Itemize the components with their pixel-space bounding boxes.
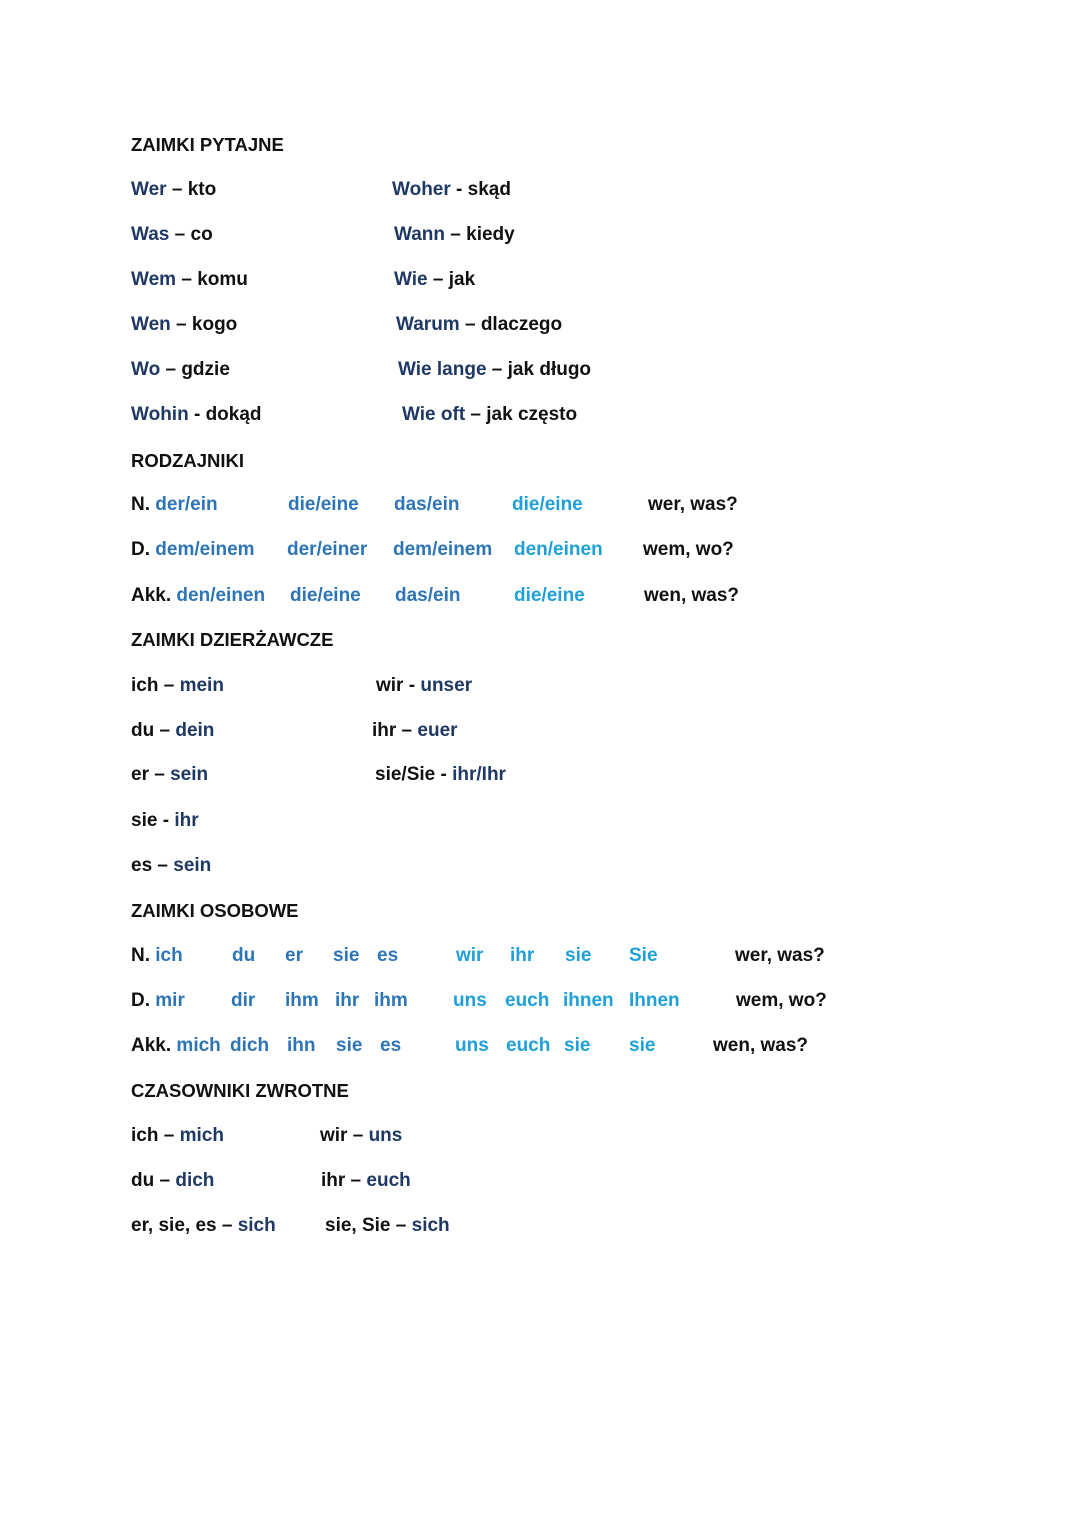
osobowe-d-uns: uns [453, 990, 487, 1011]
rodzajniki-d-question: wem, wo? [643, 539, 734, 560]
rodzajniki-akk-case: Akk. den/einen [131, 585, 266, 606]
osobowe-n-ihr: ihr [510, 945, 535, 966]
pytajne-right-1: Woher - skąd [392, 179, 511, 200]
zwrotne-left-1: ich – mich [131, 1125, 224, 1146]
dzierzawcze-right-3: sie/Sie - ihr/Ihr [375, 764, 506, 785]
osobowe-n-er: er [285, 945, 303, 966]
osobowe-akk-case: Akk. mich [131, 1035, 221, 1056]
rodzajniki-n-question: wer, was? [648, 494, 738, 515]
dzierzawcze-right-1: wir - unser [376, 675, 473, 696]
dzierzawcze-left-1: ich – mein [131, 675, 224, 696]
osobowe-n-sie: sie [333, 945, 360, 966]
osobowe-d-case: D. mir [131, 990, 185, 1011]
rodzajniki-n-neut: das/ein [394, 494, 460, 515]
section-title-zwrotne: CZASOWNIKI ZWROTNE [131, 1080, 349, 1101]
osobowe-akk-ihn: ihn [287, 1035, 316, 1056]
osobowe-n-sie-pl: sie [565, 945, 592, 966]
pytajne-left-1: Wer – kto [131, 179, 217, 200]
pytajne-left-3: Wem – komu [131, 269, 248, 290]
rodzajniki-n-fem: die/eine [288, 494, 359, 515]
dzierzawcze-left-4: sie - ihr [131, 810, 199, 831]
osobowe-akk-sie: sie [336, 1035, 363, 1056]
pytajne-right-4: Warum – dlaczego [396, 314, 563, 335]
osobowe-n-case: N. ich [131, 945, 183, 966]
zwrotne-right-2: ihr – euch [321, 1170, 411, 1191]
zwrotne-left-3: er, sie, es – sich [131, 1215, 276, 1236]
zwrotne-right-1: wir – uns [320, 1125, 403, 1146]
pytajne-left-2: Was – co [131, 224, 213, 245]
osobowe-d-ihm-neut: ihm [374, 990, 408, 1011]
osobowe-n-Sie: Sie [629, 945, 658, 966]
pytajne-left-6: Wohin - dokąd [131, 404, 262, 425]
osobowe-n-question: wer, was? [735, 945, 825, 966]
osobowe-d-euch: euch [505, 990, 550, 1011]
osobowe-d-Ihnen: Ihnen [629, 990, 680, 1011]
rodzajniki-akk-fem: die/eine [290, 585, 361, 606]
rodzajniki-akk-neut: das/ein [395, 585, 461, 606]
zwrotne-left-2: du – dich [131, 1170, 215, 1191]
osobowe-n-es: es [377, 945, 399, 966]
osobowe-akk-sie-formal: sie [629, 1035, 656, 1056]
pytajne-right-5: Wie lange – jak długo [398, 359, 592, 380]
dzierzawcze-left-3: er – sein [131, 764, 209, 785]
osobowe-akk-euch: euch [506, 1035, 551, 1056]
rodzajniki-d-neut: dem/einem [393, 539, 493, 560]
osobowe-n-du: du [232, 945, 256, 966]
pytajne-right-6: Wie oft – jak często [402, 404, 578, 425]
osobowe-akk-es: es [380, 1035, 402, 1056]
osobowe-d-dir: dir [231, 990, 256, 1011]
zwrotne-right-3: sie, Sie – sich [325, 1215, 450, 1236]
section-title-osobowe: ZAIMKI OSOBOWE [131, 900, 299, 921]
rodzajniki-d-case: D. dem/einem [131, 539, 255, 560]
osobowe-d-question: wem, wo? [736, 990, 827, 1011]
section-title-rodzajniki: RODZAJNIKI [131, 450, 245, 471]
dzierzawcze-left-2: du – dein [131, 720, 215, 741]
rodzajniki-akk-question: wen, was? [644, 585, 740, 606]
osobowe-akk-sie-pl: sie [564, 1035, 591, 1056]
pytajne-right-2: Wann – kiedy [394, 224, 515, 245]
pytajne-left-5: Wo – gdzie [131, 359, 230, 380]
dzierzawcze-left-5: es – sein [131, 855, 212, 876]
dzierzawcze-right-2: ihr – euer [372, 720, 458, 741]
rodzajniki-n-plural: die/eine [512, 494, 583, 515]
osobowe-d-ihr: ihr [335, 990, 360, 1011]
section-title-dzierzawcze: ZAIMKI DZIERŻAWCZE [131, 629, 334, 650]
pytajne-left-4: Wen – kogo [131, 314, 238, 335]
osobowe-n-wir: wir [456, 945, 484, 966]
osobowe-akk-question: wen, was? [713, 1035, 809, 1056]
osobowe-akk-dich: dich [230, 1035, 270, 1056]
rodzajniki-akk-plural: die/eine [514, 585, 585, 606]
pytajne-right-3: Wie – jak [394, 269, 476, 290]
rodzajniki-d-fem: der/einer [287, 539, 368, 560]
rodzajniki-d-plural: den/einen [514, 539, 603, 560]
osobowe-d-ihnen: ihnen [563, 990, 614, 1011]
rodzajniki-n-case: N. der/ein [131, 494, 218, 515]
osobowe-akk-uns: uns [455, 1035, 489, 1056]
section-title-pytajne: ZAIMKI PYTAJNE [131, 134, 284, 155]
osobowe-d-ihm: ihm [285, 990, 319, 1011]
